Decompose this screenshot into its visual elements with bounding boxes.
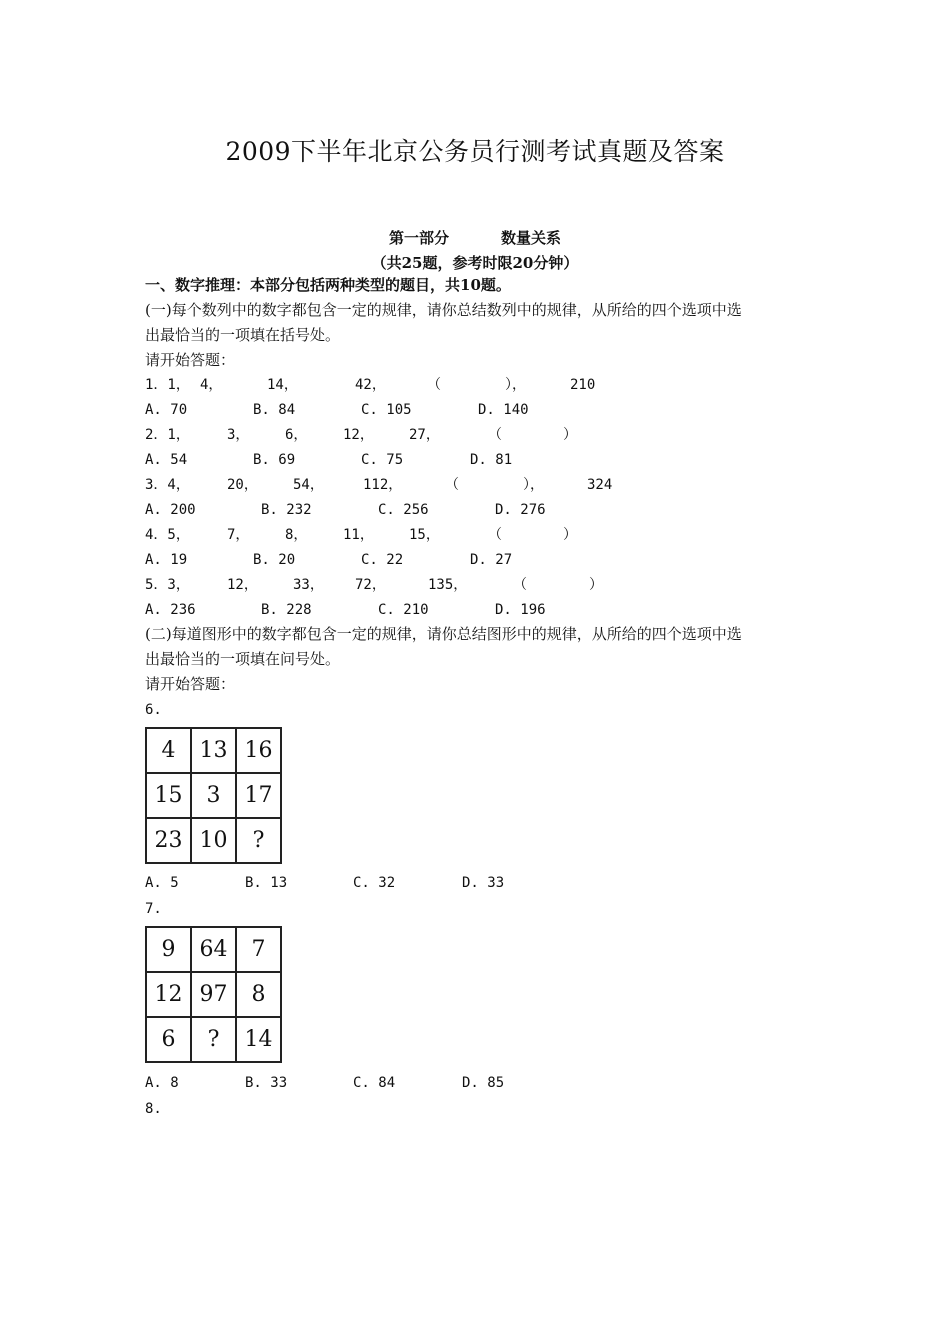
option-c: C. 210	[378, 602, 429, 618]
option-a: A. 19	[145, 552, 188, 568]
question-1-term: 1．1，	[145, 377, 190, 393]
part-heading	[0, 227, 950, 248]
question-5-term: 135，	[428, 577, 468, 593]
option-c: C. 84	[353, 1075, 396, 1091]
question-5-term: 12，	[227, 577, 258, 593]
question-1-term: 4，	[200, 377, 223, 393]
option-d: D. 85	[462, 1075, 505, 1091]
grid-cell: 13	[191, 728, 236, 773]
question-2-term: 3，	[227, 427, 250, 443]
grid-cell: 15	[146, 773, 191, 818]
option-b: B. 13	[245, 875, 288, 891]
option-d: D. 27	[470, 552, 513, 568]
start-prompt-1: 请开始答题：	[145, 351, 236, 369]
grid-cell: 9	[146, 927, 191, 972]
question-1-term: 210	[570, 377, 596, 393]
question-5-blank-close: ）	[589, 577, 603, 593]
option-d: D. 276	[495, 502, 546, 518]
question-7-label: 7.	[145, 901, 162, 917]
question-3-term: 3．4，	[145, 477, 190, 493]
question-6-label: 6.	[145, 702, 162, 718]
option-a: A. 70	[145, 402, 188, 418]
option-d: D. 196	[495, 602, 546, 618]
question-4-blank-close: ）	[563, 527, 577, 543]
question-3-term: 20，	[227, 477, 258, 493]
question-2-term: 12，	[343, 427, 374, 443]
question-3-blank-close: ），	[523, 477, 544, 493]
question-1-blank-open: （	[427, 377, 441, 393]
grid-cell: 4	[146, 728, 191, 773]
option-a: A. 5	[145, 875, 179, 891]
question-1-term: 14，	[267, 377, 298, 393]
question-1-blank-close: ），	[505, 377, 526, 393]
grid-cell: 6	[146, 1017, 191, 1062]
part-name: 第一部分	[388, 229, 449, 247]
option-b: B. 84	[253, 402, 296, 418]
question-4-blank-open: （	[488, 527, 502, 543]
question-1-term: 42，	[355, 377, 386, 393]
question-5-term: 33，	[293, 577, 324, 593]
grid-cell: 64	[191, 927, 236, 972]
option-c: C. 256	[378, 502, 429, 518]
option-a: A. 200	[145, 502, 196, 518]
intro-2-line-2: 出最恰当的一项填在问号处。	[145, 650, 341, 668]
option-a: A. 54	[145, 452, 188, 468]
grid-cell: 10	[191, 818, 236, 863]
option-a: A. 8	[145, 1075, 179, 1091]
question-3-term: 112，	[363, 477, 403, 493]
intro-1-line-2: 出最恰当的一项填在括号处。	[145, 326, 341, 344]
option-d: D. 81	[470, 452, 513, 468]
question-3-term: 324	[587, 477, 613, 493]
question-4-term: 8，	[285, 527, 308, 543]
option-b: B. 228	[261, 602, 312, 618]
question-4-term: 4．5，	[145, 527, 190, 543]
grid-cell: 16	[236, 728, 281, 773]
question-3-term: 54，	[293, 477, 324, 493]
grid-cell: ?	[191, 1017, 236, 1062]
grid-cell: ?	[236, 818, 281, 863]
grid-cell: 3	[191, 773, 236, 818]
question-2-term: 6，	[285, 427, 308, 443]
grid-cell: 97	[191, 972, 236, 1017]
question-8-label: 8.	[145, 1101, 162, 1117]
part-topic: 数量关系	[501, 229, 562, 247]
grid-cell: 23	[146, 818, 191, 863]
option-c: C. 105	[361, 402, 412, 418]
question-2-term: 2．1，	[145, 427, 190, 443]
question-2-blank-close: ）	[563, 427, 577, 443]
question-6-grid	[145, 727, 282, 864]
option-c: C. 22	[361, 552, 404, 568]
grid-cell: 12	[146, 972, 191, 1017]
question-3-blank-open: （	[445, 477, 459, 493]
option-d: D. 33	[462, 875, 505, 891]
grid-cell: 7	[236, 927, 281, 972]
document-title: 2009下半年北京公务员行测考试真题及答案	[225, 137, 725, 166]
question-7-grid	[145, 926, 282, 1063]
question-5-blank-open: （	[513, 577, 527, 593]
grid-cell: 14	[236, 1017, 281, 1062]
option-a: A. 236	[145, 602, 196, 618]
question-5-term: 5．3，	[145, 577, 190, 593]
question-4-term: 7，	[227, 527, 250, 543]
intro-2-line-1: (二)每道图形中的数字都包含一定的规律，请你总结图形中的规律，从所给的四个选项中选	[145, 625, 742, 643]
option-b: B. 69	[253, 452, 296, 468]
option-d: D. 140	[478, 402, 529, 418]
grid-cell: 8	[236, 972, 281, 1017]
section-heading: 一、数字推理：本部分包括两种类型的题目，共10题。	[145, 276, 511, 294]
start-prompt-2: 请开始答题：	[145, 675, 236, 693]
option-b: B. 33	[245, 1075, 288, 1091]
grid-cell: 17	[236, 773, 281, 818]
question-4-term: 15，	[409, 527, 440, 543]
question-2-blank-open: （	[488, 427, 502, 443]
question-2-term: 27，	[409, 427, 440, 443]
question-5-term: 72，	[355, 577, 386, 593]
option-b: B. 20	[253, 552, 296, 568]
option-c: C. 75	[361, 452, 404, 468]
question-4-term: 11，	[343, 527, 374, 543]
part-subtitle: （共25题，参考时限20分钟）	[371, 254, 579, 272]
option-b: B. 232	[261, 502, 312, 518]
option-c: C. 32	[353, 875, 396, 891]
intro-1-line-1: (一)每个数列中的数字都包含一定的规律，请你总结数列中的规律，从所给的四个选项中选	[145, 301, 742, 319]
